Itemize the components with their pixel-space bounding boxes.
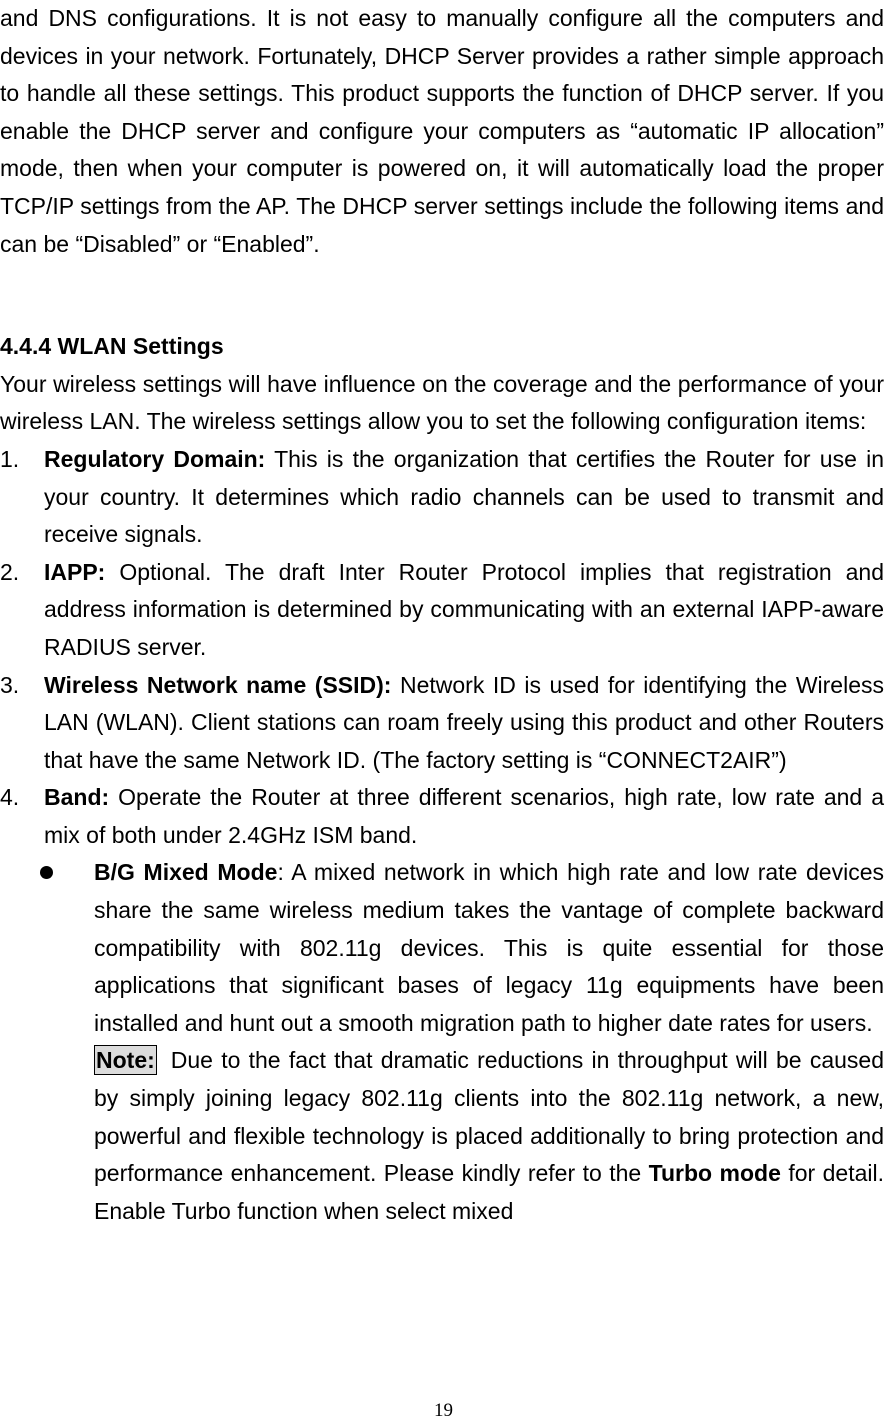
item-text: Network ID is used for identifying the Wireless LAN (WLAN). Client stations can roam freely using this product and other Routers that have the same Network ID. (The factory setting is “CONNECT2AIR”): [44, 671, 884, 773]
list-item-ssid: [0, 667, 884, 780]
item-term: IAPP:: [44, 558, 106, 585]
section-lead-paragraph: Your wireless settings will have influence on the coverage and the performance of your wireless LAN. The wireless settings allow you to set the following configuration items:: [0, 370, 884, 435]
item-text: Optional. The draft Inter Router Protocol implies that registration and address information is determined by communicating with an external IAPP-aware RADIUS server.: [44, 558, 884, 660]
item-text: Operate the Router at three different scenarios, high rate, low rate and a mix of both under 2.4GHz ISM band.: [44, 784, 884, 848]
item-text: This is the organization that certifies the Router for use in your country. It determines which radio channels can be used to transmit and receive signals.: [44, 445, 884, 548]
intro-paragraph: and DNS configurations. It is not easy to manually configure all the computers and devices in your network. Fortunately, DHCP Server provides a rather simple approach to handle all these settings. This product supports the function of DHCP server. If you enable the DHCP server and configure your computers as “automatic IP allocation” mode, then when your computer is powered on, it will automatically load the proper TCP/IP settings from the AP. The DHCP server settings include the following items and can be “Disabled” or “Enabled”.: [0, 5, 884, 257]
list-number: 2.: [0, 558, 20, 585]
item-term: Band:: [44, 784, 110, 811]
note-text-end: for detail. Enable Turbo function when select mixed: [94, 1160, 884, 1224]
note-label: Note:: [96, 1047, 155, 1074]
list-number: 3.: [0, 671, 20, 698]
bullet-item-bg-mixed-mode: [0, 854, 884, 1042]
list-item-iapp: [0, 554, 884, 667]
note-emphasis: Turbo mode: [648, 1160, 781, 1187]
list-number: 1.: [0, 445, 20, 472]
bullet-term: B/G Mixed Mode: [94, 859, 278, 886]
bullet-text: : A mixed network in which high rate and low rate devices share the same wireless medium takes the vantage of complete backward compatibility with 802.11g devices. This is quite essential for those applications that significant bases of legacy 11g equipments have been installed and hunt out a smooth migration path to higher date rates for users.: [94, 859, 884, 1036]
list-number: 4.: [0, 784, 20, 811]
list-item-regulatory-domain: [0, 441, 884, 554]
note-paragraph: [0, 1042, 884, 1230]
note-text: Due to the fact that dramatic reductions in throughput will be caused by simply joining legacy 802.11g clients into the 802.11g network, a new, powerful and flexible technology is placed additionally to bring protection and performance enhancement. Please kindly refer to the: [94, 1047, 884, 1187]
item-term: Wireless Network name (SSID):: [44, 671, 392, 698]
list-item-band: [0, 779, 884, 854]
bullet-dot-icon: [40, 866, 53, 879]
section-heading: 4.4.4 WLAN Settings: [0, 333, 224, 360]
page-number: 19: [434, 1400, 453, 1421]
item-term: Regulatory Domain:: [44, 445, 266, 472]
